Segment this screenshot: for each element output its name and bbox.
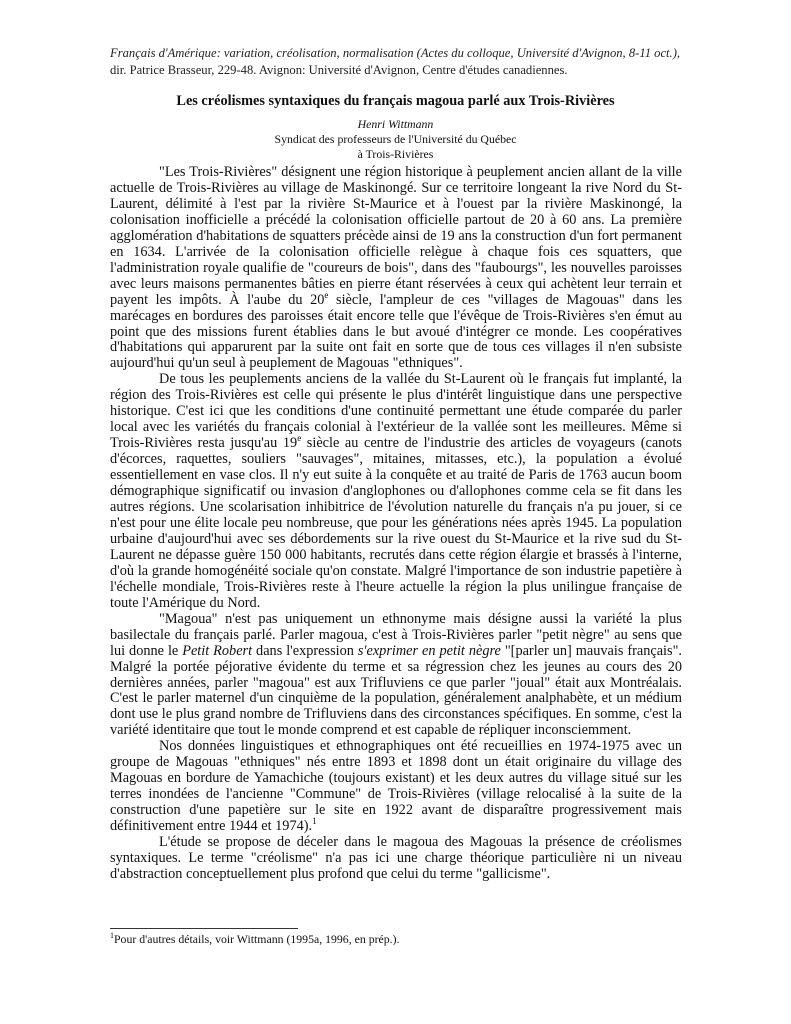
paragraph-3-text-a: "Magoua" n'est pas uniquement un ethnonyme mais désigne aussi la variété la plus basilectale du français parlé. Parler magoua, c'est à Trois-Rivières parler "petit nègre" au sens que lui donne le (110, 610, 682, 659)
paragraph-3-text-b: dans l'expression (252, 642, 358, 659)
citation-proceedings-title: Français d'Amérique: variation, créolisation, normalisation (Actes du colloque, Université d'Avignon, 8-11 oct.), (110, 46, 681, 60)
author-name: Henri Wittmann (357, 117, 434, 131)
footnote-1 (110, 932, 682, 947)
italic-expression: s'exprimer en petit nègre (357, 642, 501, 659)
footnote-mark: 1 (110, 931, 114, 941)
footnote-separator (110, 928, 298, 929)
paragraph-5-text: L'étude se propose de déceler dans le magoua des Magouas la présence de créolismes syntaxiques. Le terme "créolisme" n'a pas ici une charge théorique particulière ni un niveau d'abstraction conceptuellement plus profond que celui du terme "gallicisme". (110, 834, 682, 882)
italic-petit-robert: Petit Robert (182, 642, 253, 659)
paragraph-3-text-c: "[parler un] mauvais français". Malgré la portée péjorative évidente du terme et sa régression chez les jeunes au cours des 20 dernières années, parler "magoua" est aux Trifluviens ce que parler "joual" était aux Montréalais. C'est le parler maternel d'un cinquième de la population, généralement analphabète, et un médium dont use le plus grand nombre de Trifluviens dans des circonstances spécifiques. En somme, c'est la variété identitaire que tout le monde comprend et est capable de répliquer inconsciemment. (110, 642, 682, 739)
article-body (110, 165, 682, 883)
footnote-text: Pour d'autres détails, voir Wittmann (1995a, 1996, en prép.). (114, 932, 400, 946)
superscript-e: e (324, 289, 329, 300)
paragraph-2-text-b: siècle au centre de l'industrie des articles de voyageurs (canots d'écorces, raquettes, souliers "sauvages", mitaines, mitasses, etc.), la population a évolué essentiellement en vase clos. Il n'y eut suite à la conquête et au traité de Paris de 1763 aucun boom démographique significatif ou invasion d'anglophones ou d'allophones comme cela se fit dans les autres régions. Une scolarisation inhibitrice de l'évolution naturelle du français n'a pu jouer, si ce n'est pour une élite locale peu nombreuse, que pour les générations nées après 1945. La population urbaine d'aujourd'hui avec ses débordements sur la rive ouest du St-Maurice et la rive sud du St-Laurent ne dépasse guère 150 000 habitants, recrutés dans cette région élargie et brassés à l'interne, d'où la grande homogénéité sociale qu'on constate. Malgré l'importance de son industrie papetière à l'échelle mondiale, Trois-Rivières reste à l'heure actuelle la région la plus unilingue française de toute l'Amérique du Nord. (110, 435, 682, 611)
paragraph-3 (110, 612, 682, 740)
paragraph-1-text-a: "Les Trois-Rivières" désignent une région historique à peuplement ancien allant de la ville actuelle de Trois-Rivières au village de Maskinongé. Sur ce territoire longeant la rive Nord du St-Laurent, délimité à l'est par la rivière St-Maurice et à l'ouest par la rivière Maskinongé, la colonisation inofficielle a précédé la colonisation officielle partout de 20 à 60 ans. La première agglomération d'habitations de squatters précède ainsi de 19 ans la construction d'un fort permanent en 1634. L'arrivée de la colonisation officielle relègue à chaque fois ces squatters, que l'administration royale qualifie de "coureurs de bois", dans des "faubourgs", les nouvelles paroisses avec leurs maisons permanentes bâties en pierre étant réservées à ceux qui achètent leur terrain et payent les impôts. À l'aube du 20 (110, 164, 682, 308)
paragraph-2 (110, 372, 682, 611)
paragraph-1-text-b: siècle, l'ampleur de ces "villages de Magouas" dans les marécages en bordures des paroisses était encore telle que l'évêque de Trois-Rivières s'en émut au point que des missions furent établies dans le but avoué d'intégrer ce monde. Les coopératives d'habitations qui apparurent par la suite ont fait en sorte que de tous ces villages il n'en subsiste aujourd'hui qu'un seul à peuplement de Magouas "ethniques". (110, 291, 683, 372)
author-affiliation-line-2: à Trois-Rivières (357, 147, 434, 161)
citation-details: dir. Patrice Brasseur, 229-48. Avignon: Université d'Avignon, Centre d'études canadiennes. (110, 63, 568, 77)
article-title: Les créolismes syntaxiques du français magoua parlé aux Trois-Rivières (176, 93, 615, 109)
paragraph-5 (110, 835, 682, 883)
paragraph-4-text: Nos données linguistiques et ethnographiques ont été recueillies en 1974-1975 avec un groupe de Magouas "ethniques" nés entre 1893 et 1898 dont un était originaire du village des Magouas en bordure de Yamachiche (toujours existant) et les deux autres du village situé sur les terres inondées de l'ancienne "Commune" de Trois-Rivières (village relocalisé à la suite de la construction d'une papetière sur le site en 1922 avant de disparaître progressivement mais définitivement entre 1944 et 1974). (110, 738, 682, 835)
paragraph-2-text-a: De tous les peuplements anciens de la vallée du St-Laurent où le français fut implanté, la région des Trois-Rivières est celle qui présente le plus d'intérêt linguistique dans une perspective historique. C'est ici que les conditions d'une continuité permettant une étude comparée du parler local avec les variétés du français colonial à l'extérieur de la vallée sont les meilleures. Même si Trois-Rivières resta jusqu'au 19 (110, 371, 682, 452)
paragraph-4 (110, 739, 682, 835)
superscript-e: e (297, 433, 302, 444)
footnote-reference-1[interactable]: 1 (312, 816, 317, 827)
author-affiliation-line-1: Syndicat des professeurs de l'Université du Québec (274, 132, 517, 146)
byline (0, 117, 791, 162)
citation-header (110, 45, 682, 79)
paragraph-1 (110, 165, 682, 372)
